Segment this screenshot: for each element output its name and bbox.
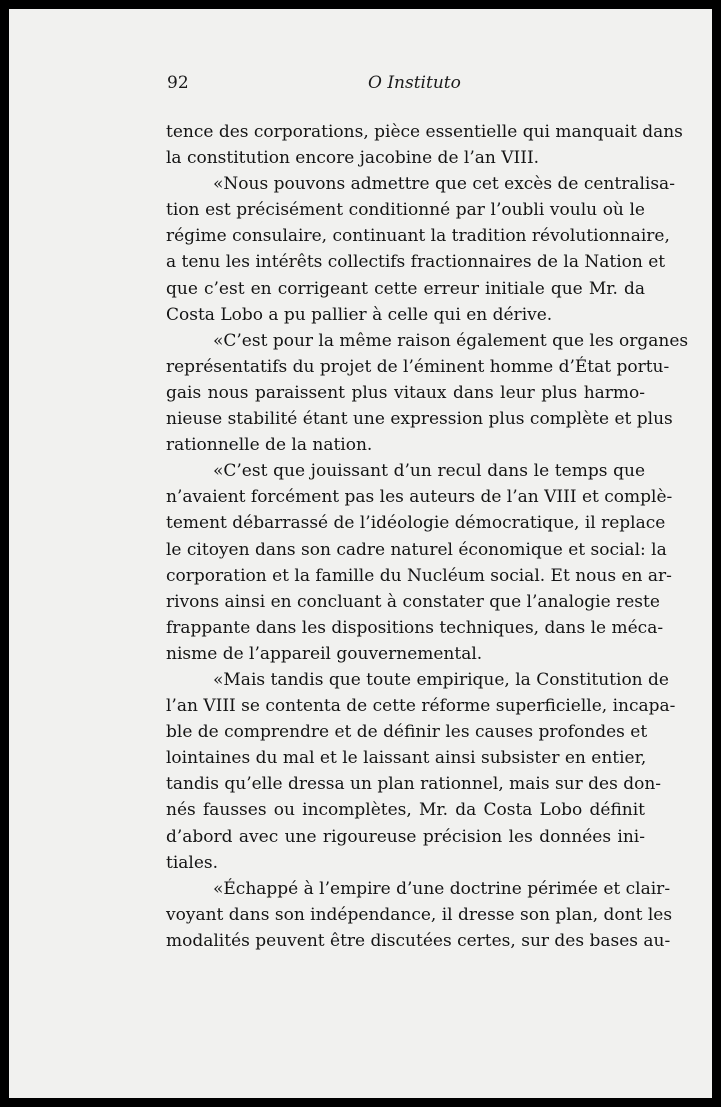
text-line: voyant dans son indépendance, il dresse son plan, dont les (166, 904, 673, 925)
text-line: rivons ainsi en concluant à constater que l’analogie reste (166, 591, 660, 612)
text-line: «Mais tandis que toute empirique, la Constitution de (213, 669, 669, 690)
text-line: que c’est en corrigeant cette erreur initiale que Mr. da (166, 278, 645, 299)
running-title: O Instituto (368, 73, 461, 93)
page-header (9, 73, 712, 97)
text-line: tiales. (166, 852, 219, 873)
page-number: 92 (167, 73, 189, 93)
text-line: la constitution encore jacobine de l’an VIII. (166, 148, 540, 169)
text-line: régime consulaire, continuant la tradition révolutionnaire, (166, 226, 670, 247)
text-line: d’abord avec une rigoureuse précision les données ini- (166, 826, 645, 847)
text-line: le citoyen dans son cadre naturel économique et social: la (166, 539, 667, 560)
text-line: tence des corporations, pièce essentielle qui manquait dans (166, 122, 683, 142)
text-line: ble de comprendre et de définir les causes profondes et (166, 722, 648, 743)
text-line: modalités peuvent être discutées certes, sur des bases au- (166, 930, 671, 951)
text-line: tion est précisément conditionné par l’oubli voulu où le (166, 200, 645, 221)
text-line: «C’est que jouissant d’un recul dans le temps que (213, 461, 645, 482)
book-page (9, 9, 712, 1098)
text-line: gais nous paraissent plus vitaux dans leur plus harmo- (166, 382, 645, 403)
text-line: a tenu les intérêts collectifs fractionnaires de la Nation et (166, 252, 666, 273)
text-line: frappante dans les dispositions techniques, dans le méca- (166, 617, 664, 638)
text-line: «Échappé à l’empire d’une doctrine périmée et clair- (213, 878, 671, 899)
text-line: «Nous pouvons admettre que cet excès de centralisa- (213, 174, 675, 195)
text-line: n’avaient forcément pas les auteurs de l’an VIII et complè- (166, 487, 673, 508)
text-line: tement débarrassé de l’idéologie démocratique, il replace (166, 513, 666, 534)
text-line: «C’est pour la même raison également que les organes (213, 330, 689, 351)
text-line: Costa Lobo a pu pallier à celle qui en dérive. (166, 304, 553, 325)
text-line: tandis qu’elle dressa un plan rationnel, mais sur des don- (166, 774, 662, 795)
text-line: lointaines du mal et le laissant ainsi subsister en entier, (166, 748, 647, 769)
text-line: nieuse stabilité étant une expression plus complète et plus (166, 409, 673, 430)
text-line: rationnelle de la nation. (166, 435, 373, 456)
text-line: nisme de l’appareil gouvernemental. (166, 643, 483, 664)
text-line: nés fausses ou incomplètes, Mr. da Costa Lobo définit (166, 800, 645, 821)
body-text (166, 119, 689, 954)
text-line: l’an VIII se contenta de cette réforme superficielle, incapa- (166, 696, 676, 717)
text-line: corporation et la famille du Nucléum social. Et nous en ar- (166, 565, 672, 586)
text-line: représentatifs du projet de l’éminent homme d’État portu- (166, 356, 670, 377)
